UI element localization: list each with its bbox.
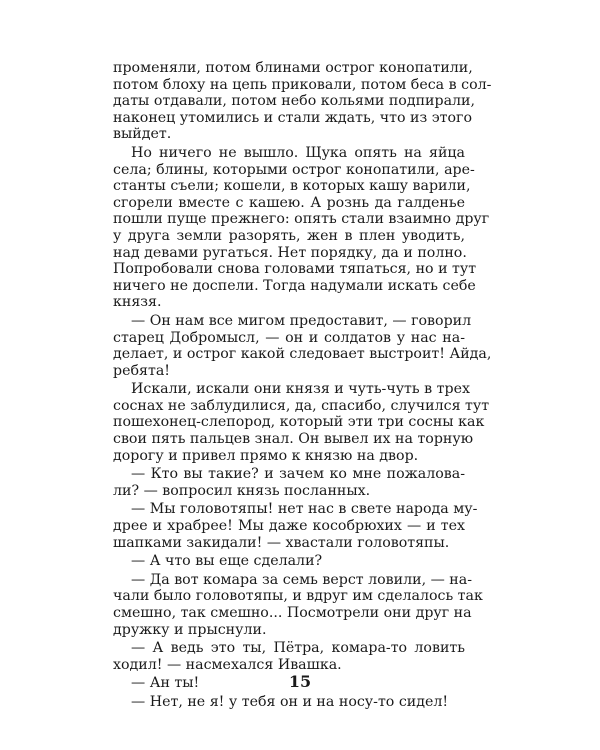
text-line: дрее и храбрее! Мы даже кособрюхих — и тех [113,518,465,535]
text-line: Но ничего не вышло. Щука опять на яйца [131,144,465,161]
page-body [113,60,492,713]
text-line: соснах не заблудилися, да, спасибо, случился тут [113,397,490,414]
text-line: — Мы головотяпы! нет нас в свете народа му- [131,501,478,518]
text-line: ли? — вопросил князь посланных. [113,482,371,499]
text-line: у друга земли разорять, жен в плен уводить, [113,227,465,244]
text-line: ходил! — насмехался Ивашка. [113,656,342,673]
text-line: — А ведь это ты, Пётра, комара-то ловить [131,640,465,657]
text-line: потом блоху на цепь приковали, потом беса в сол- [113,76,492,93]
paragraph [113,571,483,638]
text-line: старец Добромысл, — он и солдатов у нас на- [113,329,465,346]
text-line: села; блины, которыми острог конопатили, аре- [113,161,475,178]
text-line: пошли пуще прежнего: опять стали взаимно друг [113,211,490,228]
text-line: ничего не доспели. Тогда надумали искать себе [113,277,476,294]
paragraph [113,640,465,673]
paragraph [113,60,492,143]
text-line: наконец утомились и стали ждать, что из этого [113,109,473,126]
text-line: — Он нам все мигом предоставит, — говорил [131,312,472,329]
paragraph [113,381,490,464]
paragraph [113,466,465,499]
text-line: выйдет. [113,126,172,143]
text-line: станты съели; кошели, в которых кашу варили, [113,178,471,195]
text-line: — Нет, не я! у тебя он и на носу-то сидел! [131,693,449,710]
text-line: дружку и прыснули. [113,621,267,638]
paragraph [113,144,490,311]
text-line: — Да вот комара за семь верст ловили, — на- [131,571,473,588]
text-line: чали было головотяпы, и вдруг им сделалось так [113,588,483,605]
text-line: Попробовали снова головами тяпаться, но и тут [113,261,477,278]
text-line: — Ан ты! [131,675,200,692]
paragraph [113,312,492,379]
page-number: 15 [288,672,312,691]
text-line: пошехонец-слепород, который эти три сосны как [113,414,485,431]
text-line: делает, и острог какой следовает выстроит! Айда, [113,346,492,363]
text-line: сгорели вместе с кашею. А рознь да галденье [113,194,465,211]
text-line: Искали, искали они князя и чуть-чуть в трех [131,381,470,398]
text-line: ребята! [113,362,170,379]
text-line: над девами ругаться. Нет порядку, да и полно. [113,244,467,261]
text-line: свои пять пальцев знал. Он вывел их на торную [113,431,474,448]
paragraph [113,553,465,570]
text-line: — Кто вы такие? и зачем ко мне пожалова- [131,466,465,483]
paragraph [113,501,478,551]
text-line: смешно, так смешно... Посмотрели они друг на [113,605,472,621]
text-line: — А что вы еще сделали? [131,553,323,570]
text-line: шапками закидали! — хвастали головотяпы. [113,534,450,551]
text-line: дорогу и привел прямо к князю на двор. [113,447,419,464]
text-line: променяли, потом блинами острог конопатили, [113,60,473,76]
paragraph [113,694,465,711]
text-line: даты отдавали, потом небо кольями подпирали, [113,93,476,110]
text-line: князя. [113,294,162,311]
